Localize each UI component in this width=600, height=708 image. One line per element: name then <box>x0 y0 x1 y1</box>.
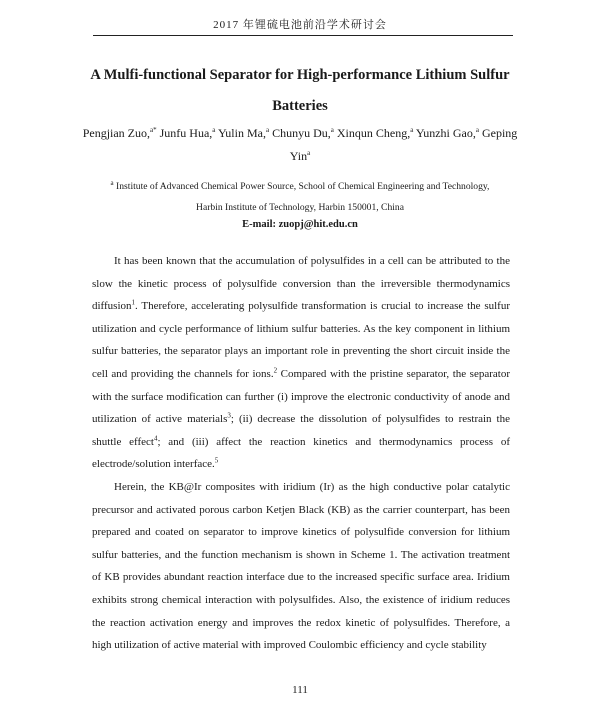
paragraph-text: ; (ii) decrease the dissolution of polysulfides to restrain the shuttle effect <box>92 413 510 448</box>
author-name: Yulin Ma, <box>215 126 266 140</box>
author-affiliation-mark: a <box>410 126 414 134</box>
paragraph-1 <box>92 250 510 476</box>
citation-mark: 1 <box>131 298 136 307</box>
title-line-2: Batteries <box>272 98 328 114</box>
page-number: 111 <box>292 684 308 696</box>
citation-mark: 2 <box>273 366 278 375</box>
author-name: Chunyu Du, <box>269 126 331 140</box>
paragraph-text: . Therefore, accelerating polysulfide transformation is crucial to increase the sulfur utilization and cycle performance of lithium sulfur batteries. As the key component in lithium sulfur batteries, the separator plays an important role in preventing the short circuit inside the cell and providing the channels for ions. <box>92 300 510 380</box>
author-name: Yunzhi Gao, <box>413 126 476 140</box>
citation-mark: 5 <box>214 456 219 465</box>
running-head: 2017 年锂硫电池前沿学术研讨会 <box>213 19 387 31</box>
author-name: Junfu Hua, <box>156 126 213 140</box>
author-name: Xinqun Cheng, <box>333 126 411 140</box>
paper-title <box>60 60 540 122</box>
author-affiliation-mark: a <box>330 126 334 134</box>
paragraph-text: It has been known that the accumulation of polysulfides in a cell can be attributed to the slow the kinetic process of polysulfide conversion than the irreversible thermodynamics diffusion <box>92 255 510 313</box>
author-name: Pengjian Zuo, <box>82 126 151 140</box>
author-affiliation-mark: a* <box>150 126 157 134</box>
body-text <box>92 250 510 657</box>
author-name: Geping Yin <box>289 126 518 163</box>
author-affiliation-mark: a <box>212 126 216 134</box>
citation-mark: 4 <box>153 434 158 443</box>
paragraph-text: ; and (iii) affect the reaction kinetics and thermodynamics process of electrode/solution interface. <box>92 435 510 471</box>
affiliation-line-1 <box>70 176 530 197</box>
email-line: E-mail: zuopj@hit.edu.cn <box>242 219 358 230</box>
affiliation-text-1: Institute of Advanced Chemical Power Source, School of Chemical Engineering and Technology, <box>113 181 490 192</box>
paragraph-2: Herein, the KB@Ir composites with iridium (Ir) as the high conductive polar catalytic precursor and activated porous carbon Ketjen Black (KB) as the carrier counterpart, has been prepared and coated on separator to improve kinetics of polysulfide conversion for lithium sulfur batteries, and the function mechanism is shown in Scheme 1. The activation treatment of KB provides abundant reaction interface due to the increased specific surface area. Iridium exhibits strong chemical interaction with polysulfides. Also, the existence of iridium reduces the reaction activation energy and improves the redox kinetic of polysulfides. Therefore, a high utilization of active material with improved Coulombic efficiency and cycle stability <box>92 480 510 652</box>
author-list <box>80 122 520 168</box>
affiliation <box>70 176 530 218</box>
author-affiliation-mark: a <box>265 126 270 134</box>
affiliation-line-2: Harbin Institute of Technology, Harbin 150001, China <box>196 202 404 213</box>
citation-mark: 3 <box>227 411 231 420</box>
author-affiliation-mark: a <box>475 126 479 134</box>
header-rule <box>93 35 513 36</box>
title-line-1: A Mulfi-functional Separator for High-performance Lithium Sulfur <box>90 67 510 83</box>
author-affiliation-mark: a <box>307 149 311 157</box>
paragraph-text: Compared with the pristine separator, the separator with the surface modification can further (i) improve the electronic conductivity of anode and utilization of active materials <box>92 367 510 426</box>
affiliation-mark: a <box>110 178 114 187</box>
